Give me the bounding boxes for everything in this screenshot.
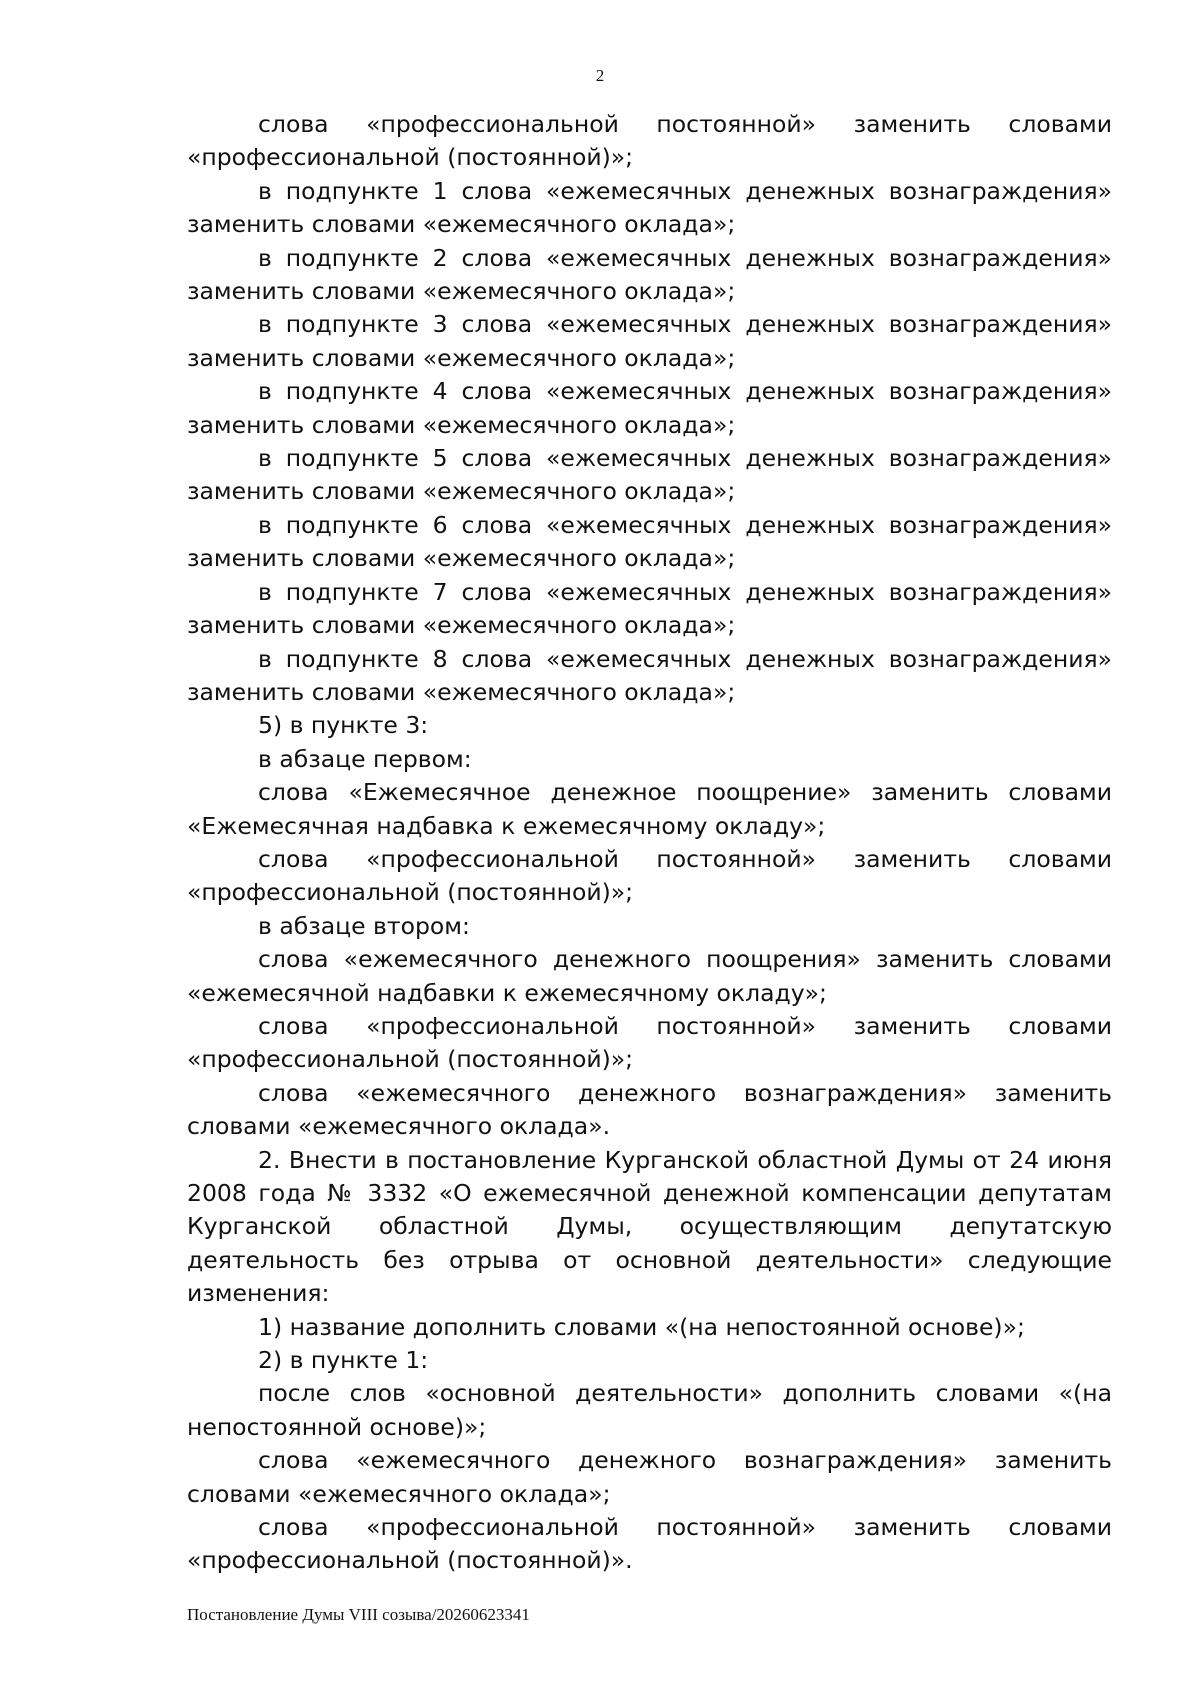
paragraph: 2) в пункте 1: [258,1346,429,1375]
page-number: 2 [595,66,605,85]
paragraph: в подпункте 6 слова «ежемесячных денежных вознаграждения» заменить словами «ежемесячного оклада»; [187,510,1112,573]
paragraph: 1) название дополнить словами «(на непостоянной основе)»; [258,1312,1025,1341]
paragraph: слова «ежемесячного денежного вознаграждения» заменить словами «ежемесячного оклада»; [187,1446,1112,1508]
paragraph: слова «профессиональной постоянной» заменить словами «профессиональной (постоянной)»; [187,844,1112,907]
paragraph: в подпункте 8 слова «ежемесячных денежных вознаграждения» заменить словами «ежемесячного оклада»; [187,644,1112,706]
paragraph: в подпункте 2 слова «ежемесячных денежных вознаграждения» заменить словами «ежемесячного оклада»; [187,243,1112,306]
paragraph: в абзаце втором: [258,911,470,940]
document-footer: Постановление Думы VIII созыва/20260623341 [187,1605,530,1624]
paragraph: в подпункте 1 слова «ежемесячных денежных вознаграждения» заменить словами «ежемесячного оклада»; [187,176,1112,239]
paragraph: слова «профессиональной постоянной» заменить словами «профессиональной (постоянной)»; [187,1011,1112,1074]
paragraph: в подпункте 7 слова «ежемесячных денежных вознаграждения» заменить словами «ежемесячного оклада»; [187,577,1112,640]
paragraph: слова «профессиональной постоянной» заменить словами «профессиональной (постоянной)». [187,1513,1112,1575]
paragraph: в подпункте 4 слова «ежемесячных денежных вознаграждения» заменить словами «ежемесячного оклада»; [187,377,1112,439]
paragraph: после слов «основной деятельности» дополнить словами «(на непостоянной основе)»; [187,1379,1112,1441]
document-body [187,108,1112,1578]
paragraph: слова «профессиональной постоянной» заменить словами «профессиональной (постоянной)»; [187,110,1112,172]
paragraph: в подпункте 3 слова «ежемесячных денежных вознаграждения» заменить словами «ежемесячного оклада»; [187,310,1112,372]
paragraph: 2. Внести в постановление Курганской областной Думы от 24 июня 2008 года № 3332 «О ежемесячной денежной компенсации депутатам Курганской областной Думы, осуществляющим депутатскую деятельность без отрыва от основной деятельности» следующие изменения: [187,1145,1112,1308]
paragraph: в абзаце первом: [258,744,472,773]
paragraph: 5) в пункте 3: [258,711,429,740]
paragraph: слова «ежемесячного денежного вознаграждения» заменить словами «ежемесячного оклада». [187,1078,1112,1141]
paragraph: слова «ежемесячного денежного поощрения» заменить словами «ежемесячной надбавки к ежемесячному окладу»; [187,945,1112,1007]
paragraph: в подпункте 5 слова «ежемесячных денежных вознаграждения» заменить словами «ежемесячного оклада»; [187,444,1112,506]
paragraph: слова «Ежемесячное денежное поощрение» заменить словами «Ежемесячная надбавка к ежемесячному окладу»; [187,778,1112,840]
